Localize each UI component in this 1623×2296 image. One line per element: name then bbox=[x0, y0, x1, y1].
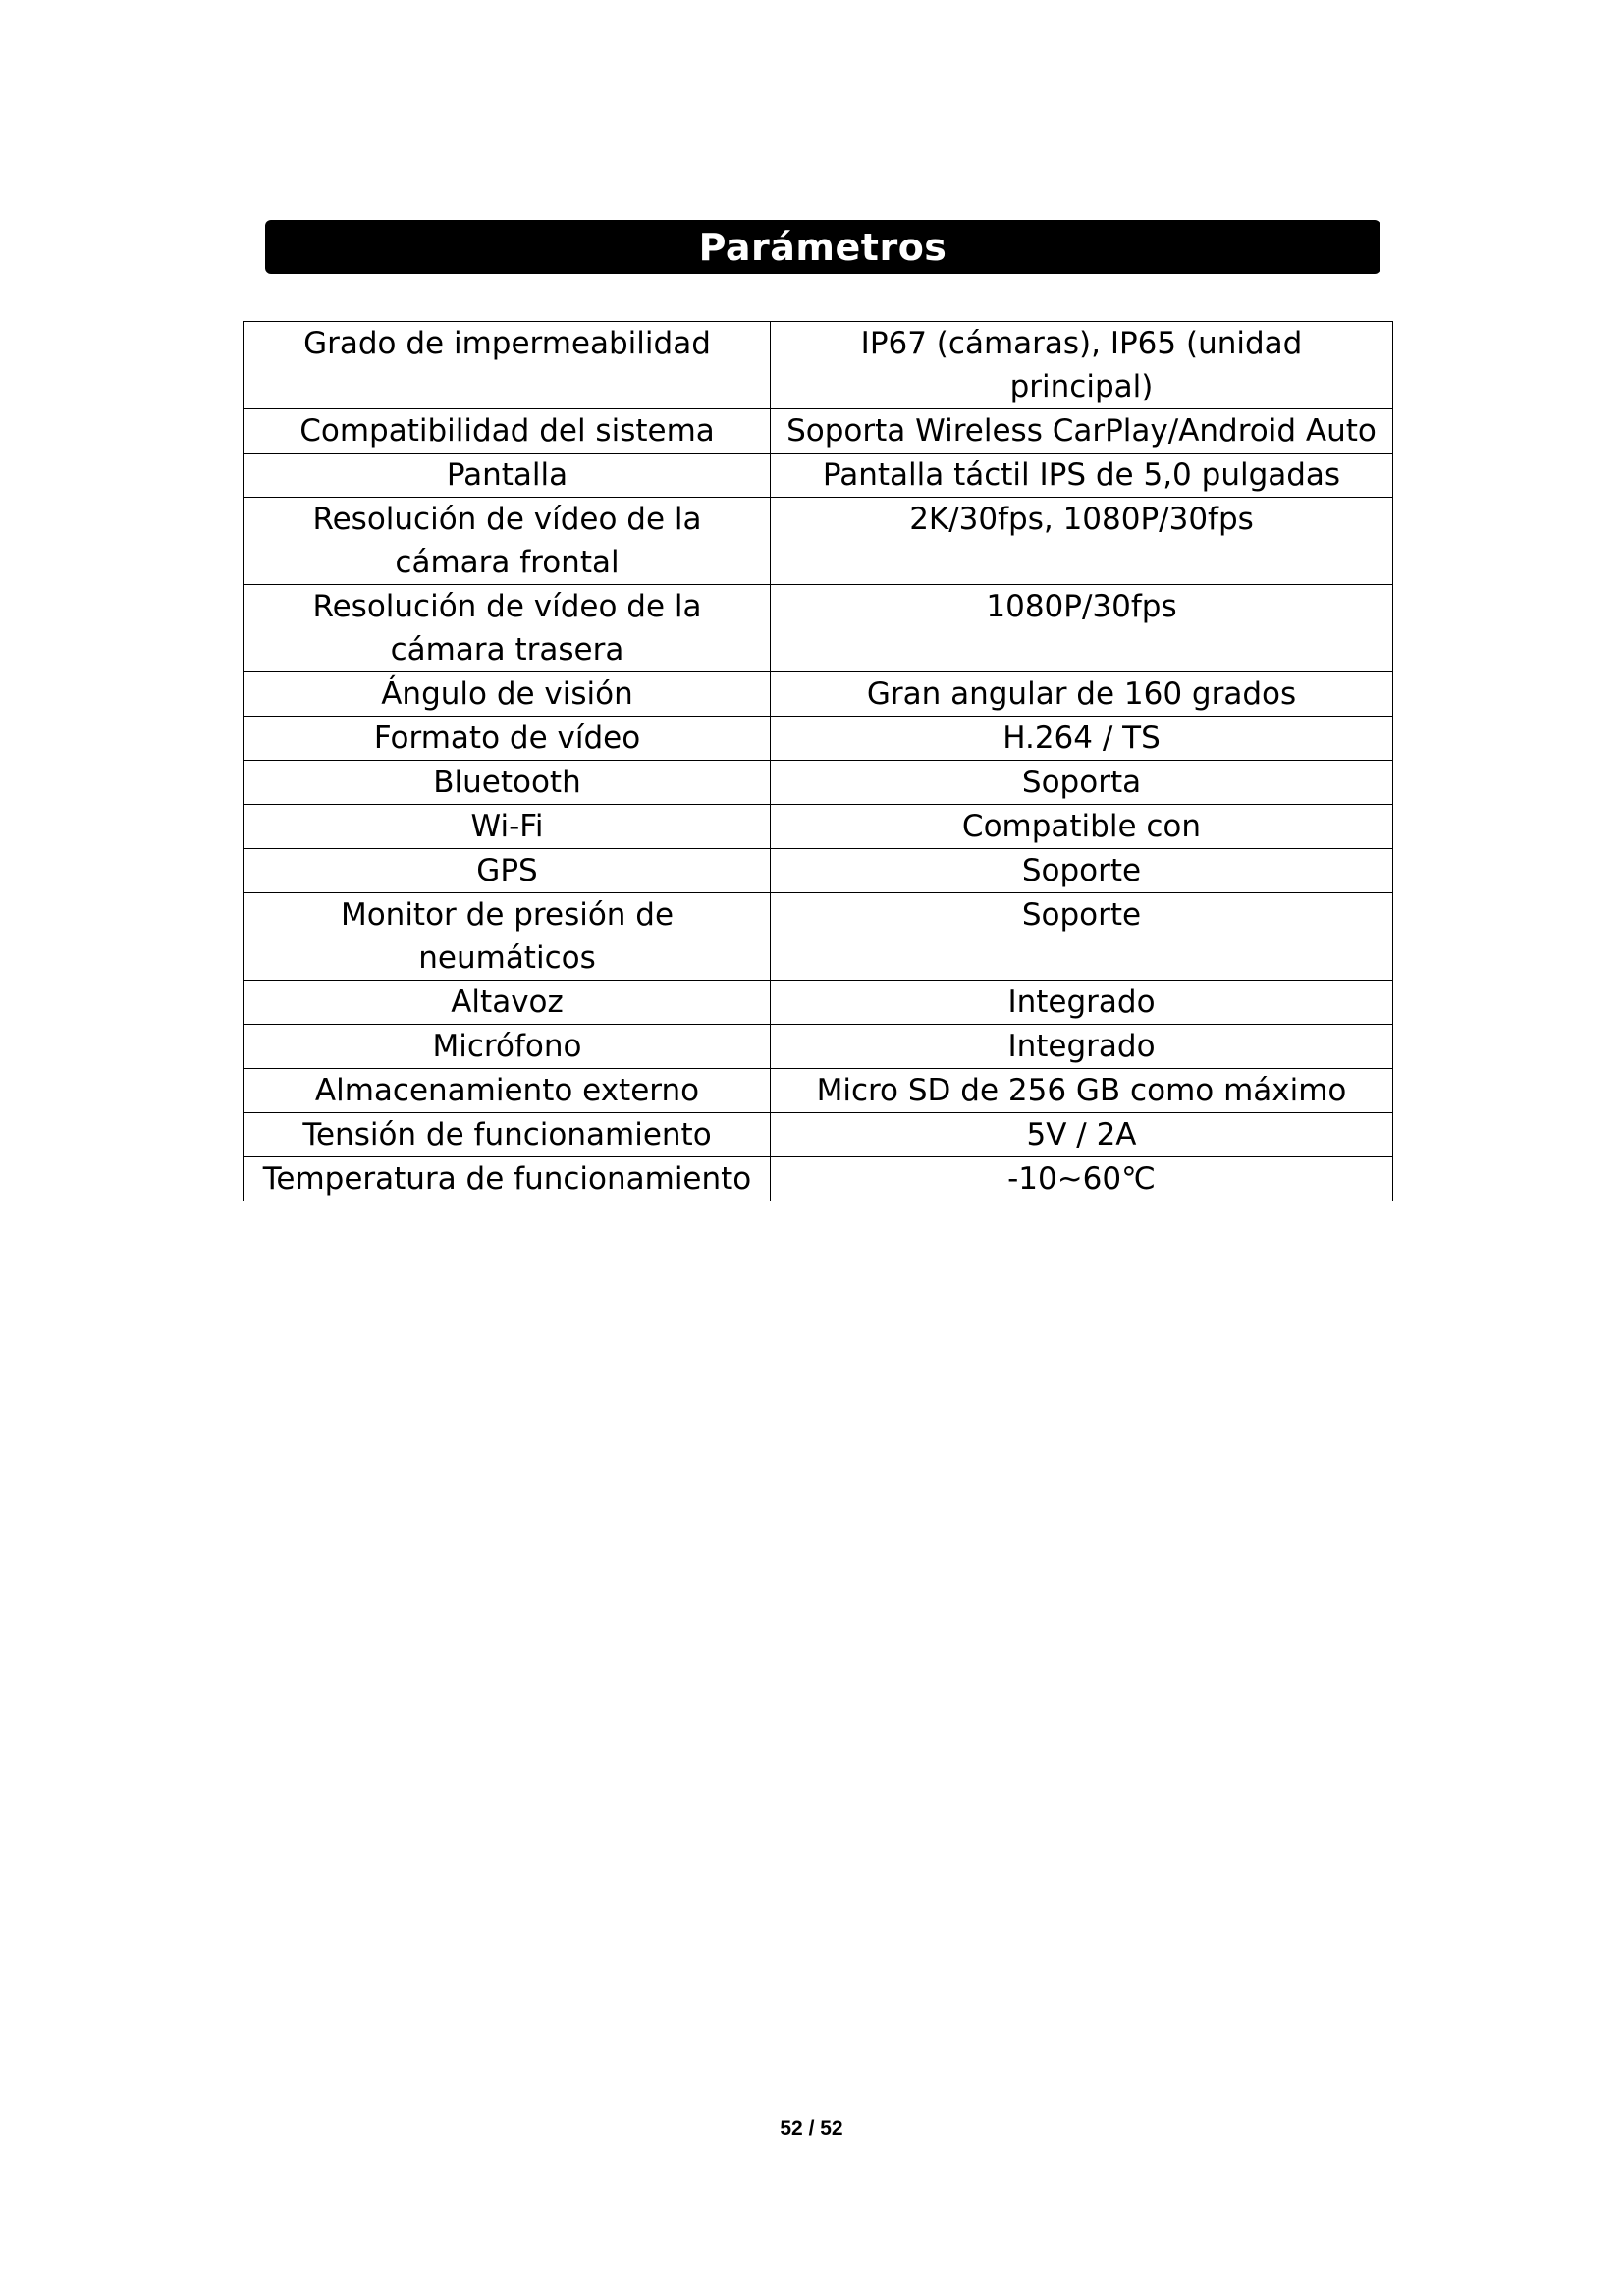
param-value-cell: Pantalla táctil IPS de 5,0 pulgadas bbox=[771, 454, 1393, 498]
param-value-cell: Soporte bbox=[771, 849, 1393, 893]
table-row bbox=[244, 849, 1393, 893]
param-value-cell: Soporta bbox=[771, 761, 1393, 805]
specifications-table bbox=[243, 321, 1393, 1201]
param-value-cell: 1080P/30fps bbox=[771, 585, 1393, 672]
param-name-cell: GPS bbox=[244, 849, 771, 893]
table-row bbox=[244, 1157, 1393, 1201]
table-row bbox=[244, 454, 1393, 498]
table-row bbox=[244, 1113, 1393, 1157]
param-value-cell: Integrado bbox=[771, 1025, 1393, 1069]
param-value-cell: 2K/30fps, 1080P/30fps bbox=[771, 498, 1393, 585]
param-name-cell: Formato de vídeo bbox=[244, 717, 771, 761]
param-value-cell: 5V / 2A bbox=[771, 1113, 1393, 1157]
param-name-cell: Ángulo de visión bbox=[244, 672, 771, 717]
param-name-cell: Resolución de vídeo de la cámara trasera bbox=[244, 585, 771, 672]
table-row bbox=[244, 1069, 1393, 1113]
param-value-cell: Compatible con bbox=[771, 805, 1393, 849]
table-row bbox=[244, 761, 1393, 805]
table-row bbox=[244, 1025, 1393, 1069]
param-value-cell: H.264 / TS bbox=[771, 717, 1393, 761]
param-value-cell: IP67 (cámaras), IP65 (unidad principal) bbox=[771, 322, 1393, 409]
table-row bbox=[244, 805, 1393, 849]
param-name-cell: Tensión de funcionamiento bbox=[244, 1113, 771, 1157]
param-value-cell: -10~60℃ bbox=[771, 1157, 1393, 1201]
param-value-cell: Integrado bbox=[771, 981, 1393, 1025]
param-name-cell: Temperatura de funcionamiento bbox=[244, 1157, 771, 1201]
table-row bbox=[244, 981, 1393, 1025]
param-name-cell: Resolución de vídeo de la cámara frontal bbox=[244, 498, 771, 585]
param-value-cell: Micro SD de 256 GB como máximo bbox=[771, 1069, 1393, 1113]
param-name-cell: Altavoz bbox=[244, 981, 771, 1025]
param-value-cell: Gran angular de 160 grados bbox=[771, 672, 1393, 717]
table-row bbox=[244, 585, 1393, 672]
param-value-cell: Soporte bbox=[771, 893, 1393, 981]
param-name-cell: Bluetooth bbox=[244, 761, 771, 805]
table-row bbox=[244, 672, 1393, 717]
table-row bbox=[244, 322, 1393, 409]
page-number: 52 / 52 bbox=[780, 2117, 843, 2140]
table-row bbox=[244, 893, 1393, 981]
param-name-cell: Compatibilidad del sistema bbox=[244, 409, 771, 454]
param-name-cell: Almacenamiento externo bbox=[244, 1069, 771, 1113]
param-name-cell: Monitor de presión de neumáticos bbox=[244, 893, 771, 981]
section-title-bar bbox=[265, 220, 1380, 274]
table-row bbox=[244, 498, 1393, 585]
param-name-cell: Grado de impermeabilidad bbox=[244, 322, 771, 409]
table-row bbox=[244, 717, 1393, 761]
param-name-cell: Wi-Fi bbox=[244, 805, 771, 849]
param-name-cell: Micrófono bbox=[244, 1025, 771, 1069]
param-name-cell: Pantalla bbox=[244, 454, 771, 498]
param-value-cell: Soporta Wireless CarPlay/Android Auto bbox=[771, 409, 1393, 454]
table-row bbox=[244, 409, 1393, 454]
page-title: Parámetros bbox=[698, 225, 947, 269]
